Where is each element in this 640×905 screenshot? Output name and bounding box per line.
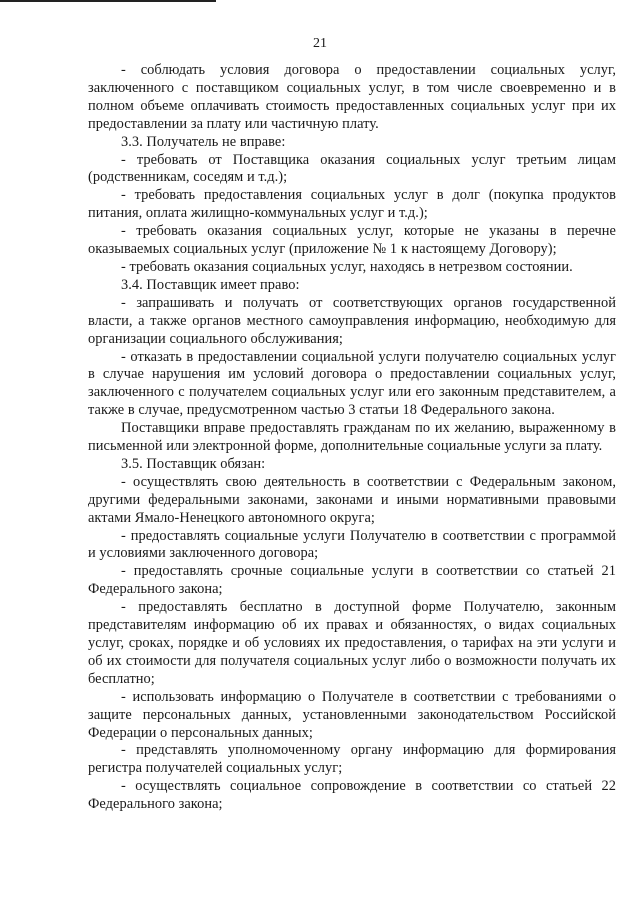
section-heading: 3.5. Поставщик обязан: bbox=[121, 455, 266, 472]
paragraph: - предоставлять срочные социальные услуги в соответствии со статьей 21 Федерального закона; bbox=[88, 563, 616, 598]
paragraph: - предоставлять социальные услуги Получателю в соответствии с программой и условиями заключенного договора; bbox=[88, 527, 616, 562]
paragraph: Поставщики вправе предоставлять гражданам по их желанию, выраженному в письменной или электронной форме, дополнительные социальные услуги за плату. bbox=[88, 420, 616, 455]
paragraph: - отказать в предоставлении социальной услуги получателю социальных услуг в случае нарушения им условий договора о предоставлении социальных услуг, заключенного с получателем социальных услуг или его законным представителем, а также в случае, предусмотренном частью 3 статьи 18 Федерального закона. bbox=[88, 348, 616, 419]
paragraph: - осуществлять свою деятельность в соответствии с Федеральным законом, другими федеральными законами, законами и иными нормативными правовыми актами Ямало-Ненецкого автономного округа; bbox=[88, 473, 616, 526]
paragraph: - осуществлять социальное сопровождение в соответствии со статьей 22 Федерального закона; bbox=[88, 778, 616, 813]
top-rule bbox=[0, 0, 216, 2]
paragraph: - соблюдать условия договора о предоставлении социальных услуг, заключенного с поставщиком социальных услуг, в том числе своевременно и в полном объеме оплачивать стоимость предоставленных социальных услуг при их предоставлении за плату или частичную плату. bbox=[88, 62, 616, 132]
paragraph: - требовать предоставления социальных услуг в долг (покупка продуктов питания, оплата жилищно-коммунальных услуг и т.д.); bbox=[88, 187, 616, 222]
page-number: 21 bbox=[313, 36, 327, 51]
paragraph: - требовать оказания социальных услуг, находясь в нетрезвом состоянии. bbox=[121, 258, 573, 275]
paragraph: - запрашивать и получать от соответствующих органов государственной власти, а также органов местного самоуправления информацию, необходимую для организации социального обслуживания; bbox=[88, 294, 616, 347]
paragraph: - представлять уполномоченному органу информацию для формирования регистра получателей социальных услуг; bbox=[88, 742, 616, 777]
paragraph: - использовать информацию о Получателе в соответствии с требованиями о защите персональных данных, установленными законодательством Российской Федерации о персональных данных; bbox=[88, 688, 616, 741]
paragraph: - предоставлять бесплатно в доступной форме Получателю, законным представителям информацию об их правах и обязанностях, о видах социальных услуг, сроках, порядке и об условиях их предоставления, о тарифах на эти услуги и об их стоимости для получателя социальных услуг либо о возможности получать их бесплатно; bbox=[88, 599, 616, 687]
document-body bbox=[88, 62, 616, 814]
paragraph: - требовать от Поставщика оказания социальных услуг третьим лицам (родственникам, соседям и т.д.); bbox=[88, 151, 616, 186]
paragraph: - требовать оказания социальных услуг, которые не указаны в перечне оказываемых социальных услуг (приложение № 1 к настоящему Договору); bbox=[88, 223, 616, 258]
section-heading: 3.4. Поставщик имеет право: bbox=[121, 276, 300, 293]
section-heading: 3.3. Получатель не вправе: bbox=[121, 133, 286, 150]
